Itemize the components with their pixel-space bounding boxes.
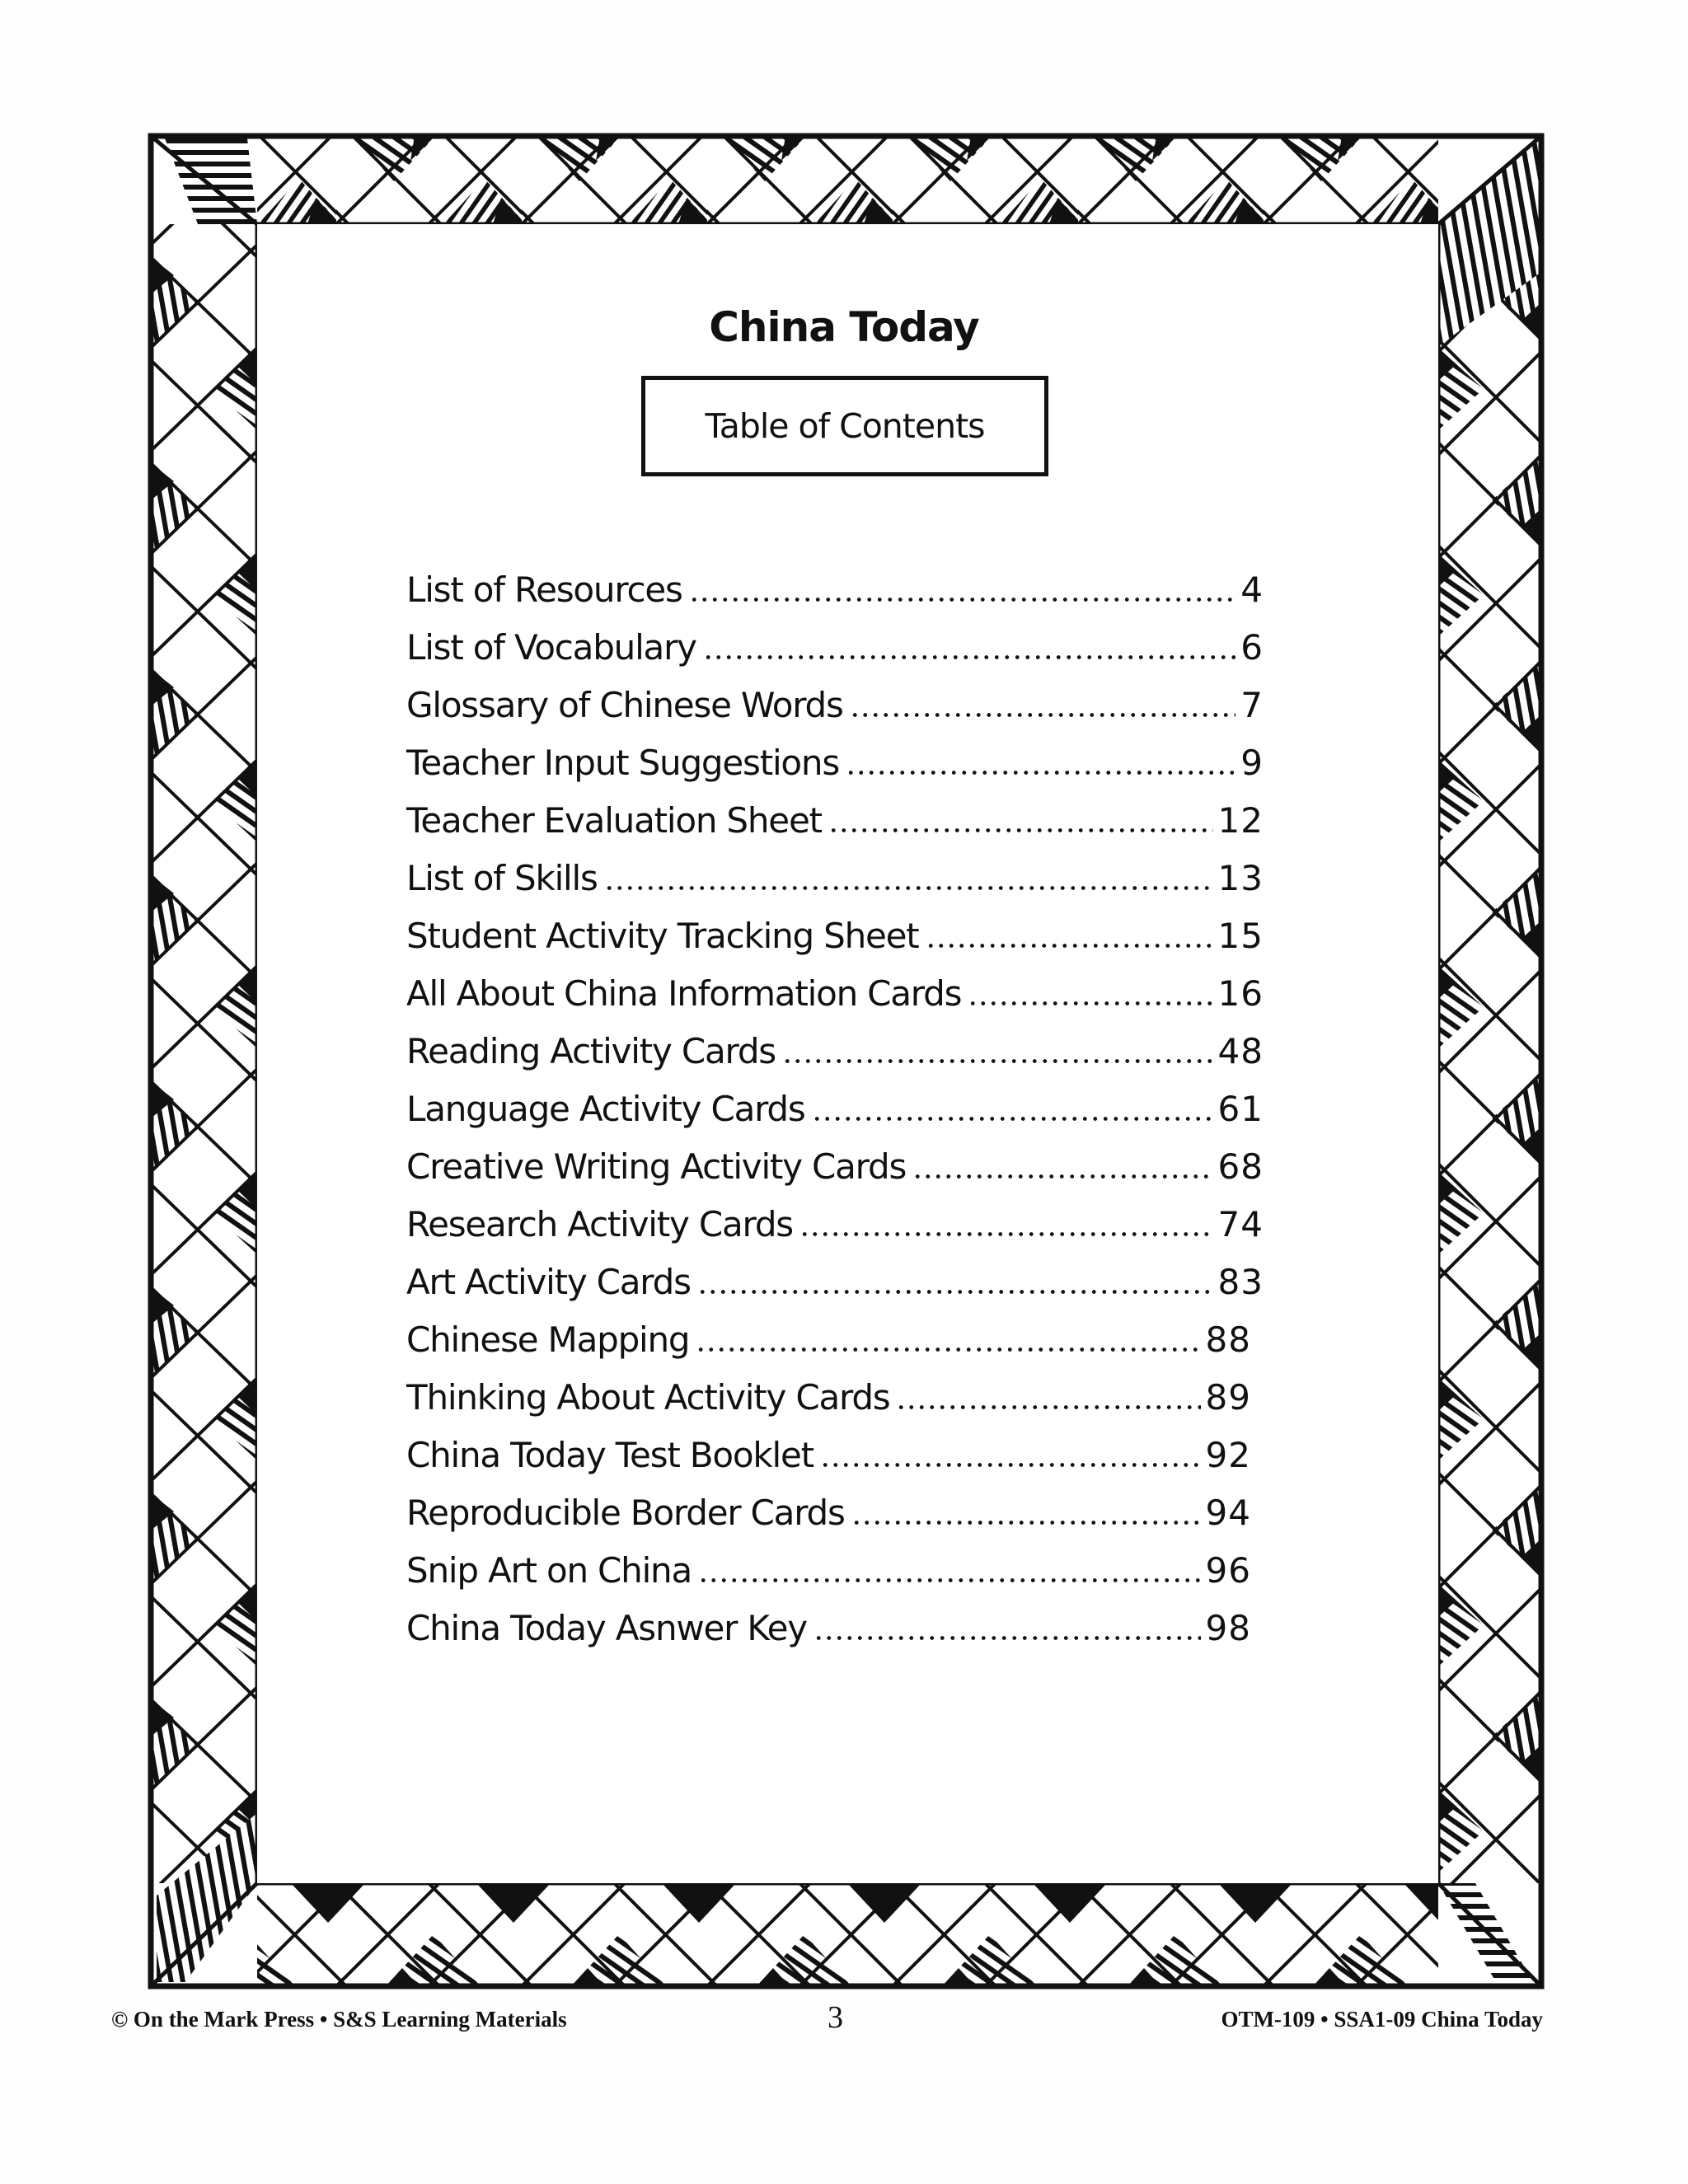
toc-entry[interactable] — [406, 567, 1264, 625]
dot-leader — [689, 598, 1236, 602]
toc-entry-page: 96 — [1205, 1550, 1251, 1591]
toc-entry-page: 6 — [1240, 627, 1264, 668]
dot-leader — [703, 655, 1236, 659]
dot-leader — [782, 1059, 1213, 1063]
toc-entry[interactable] — [406, 1375, 1251, 1432]
page-title: China Today — [709, 302, 979, 351]
dot-leader — [698, 1578, 1201, 1582]
toc-entry-label: China Today Test Booklet — [406, 1435, 814, 1475]
toc-entry-label: Student Activity Tracking Sheet — [406, 916, 919, 956]
toc-entry-label: List of Skills — [406, 858, 598, 898]
toc-entry-page: 61 — [1217, 1089, 1264, 1129]
toc-entry[interactable] — [406, 682, 1264, 740]
toc-entry-label: Teacher Evaluation Sheet — [406, 800, 822, 841]
toc-entry[interactable] — [406, 1144, 1264, 1202]
toc-entry-page: 48 — [1217, 1031, 1264, 1071]
toc-entry[interactable] — [406, 1605, 1251, 1663]
dot-leader — [697, 1290, 1213, 1294]
footer-product-code: OTM-109 • SSA1-09 China Today — [1221, 2007, 1543, 2032]
toc-entry-label: Reproducible Border Cards — [406, 1493, 845, 1533]
dot-leader — [604, 886, 1213, 890]
toc-entry-label: Language Activity Cards — [406, 1089, 805, 1129]
toc-entry-label: Reading Activity Cards — [406, 1031, 776, 1071]
toc-entry-page: 16 — [1217, 973, 1264, 1014]
toc-entry-page: 94 — [1205, 1493, 1251, 1533]
dot-leader — [851, 1521, 1201, 1525]
dot-leader — [812, 1117, 1213, 1121]
toc-entry-label: Research Activity Cards — [406, 1204, 793, 1244]
toc-entry[interactable] — [406, 1490, 1251, 1548]
dot-leader — [814, 1636, 1201, 1640]
toc-entry-label: List of Resources — [406, 569, 682, 610]
toc-entry-page: 9 — [1240, 743, 1264, 783]
footer-copyright: © On the Mark Press • S&S Learning Materials — [111, 2007, 567, 2032]
dot-leader — [968, 1001, 1212, 1005]
toc-entry-page: 89 — [1205, 1377, 1251, 1418]
dot-leader — [850, 713, 1236, 717]
dot-leader — [896, 1405, 1200, 1409]
toc-entry-page: 68 — [1217, 1146, 1264, 1187]
toc-entry-label: Glossary of Chinese Words — [406, 685, 843, 725]
toc-entry[interactable] — [406, 798, 1264, 855]
toc-entry[interactable] — [406, 855, 1264, 913]
toc-entry[interactable] — [406, 1259, 1264, 1317]
toc-entry-page: 12 — [1217, 800, 1264, 841]
toc-heading: Table of Contents — [705, 406, 985, 446]
toc-entry-page: 15 — [1217, 916, 1264, 956]
dot-leader — [828, 828, 1213, 832]
toc-entry-label: Snip Art on China — [406, 1550, 692, 1591]
toc-entry-page: 4 — [1240, 569, 1264, 610]
toc-entry-page: 83 — [1217, 1262, 1264, 1302]
toc-entry-page: 92 — [1205, 1435, 1251, 1475]
toc-entry-page: 98 — [1205, 1608, 1251, 1648]
dot-leader — [926, 944, 1213, 948]
toc-entry-page: 88 — [1205, 1319, 1251, 1360]
table-of-contents — [406, 567, 1264, 1663]
toc-entry-label: Creative Writing Activity Cards — [406, 1146, 907, 1187]
toc-entry[interactable] — [406, 1202, 1264, 1259]
toc-entry[interactable] — [406, 913, 1264, 971]
toc-entry-page: 74 — [1217, 1204, 1264, 1244]
toc-entry-label: Teacher Input Suggestions — [406, 743, 840, 783]
toc-entry-page: 13 — [1217, 858, 1264, 898]
toc-entry-label: All About China Information Cards — [406, 973, 962, 1014]
toc-entry-page: 7 — [1240, 685, 1264, 725]
footer-page-number: 3 — [828, 2000, 843, 2035]
toc-entry[interactable] — [406, 1548, 1251, 1605]
toc-entry[interactable] — [406, 1317, 1251, 1375]
toc-entry-label: Thinking About Activity Cards — [406, 1377, 890, 1418]
dot-leader — [846, 771, 1236, 775]
toc-entry[interactable] — [406, 740, 1264, 798]
toc-entry-label: Chinese Mapping — [406, 1319, 690, 1360]
toc-entry-label: List of Vocabulary — [406, 627, 696, 668]
dot-leader — [820, 1463, 1201, 1467]
toc-entry[interactable] — [406, 971, 1264, 1029]
toc-entry-label: Art Activity Cards — [406, 1262, 691, 1302]
toc-entry[interactable] — [406, 1432, 1251, 1490]
toc-entry[interactable] — [406, 1029, 1264, 1086]
toc-entry[interactable] — [406, 1086, 1264, 1144]
toc-entry-label: China Today Asnwer Key — [406, 1608, 807, 1648]
dot-leader — [799, 1232, 1213, 1236]
toc-heading-box — [641, 376, 1048, 476]
dot-leader — [696, 1347, 1200, 1352]
toc-entry[interactable] — [406, 625, 1264, 682]
dot-leader — [912, 1174, 1212, 1179]
